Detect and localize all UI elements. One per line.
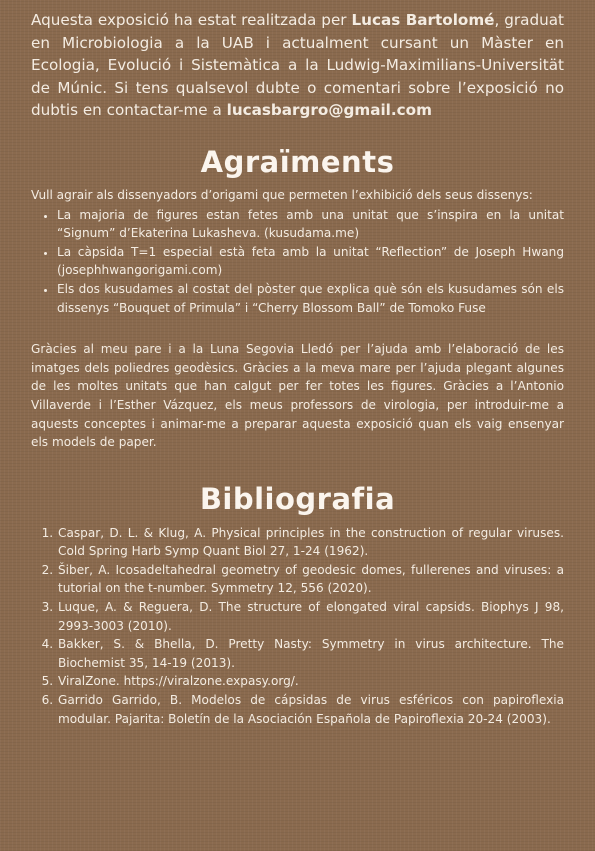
intro-text-1: Aquesta exposició ha estat realitzada per [31, 11, 352, 29]
author-name: Lucas Bartolomé [351, 11, 495, 29]
acknowledgements-heading: Agraïments [200, 144, 395, 179]
acknowledgements-list [31, 206, 564, 318]
bibliography-item: 4. Bakker, S. & Bhella, D. Pretty Nasty: Symmetry in virus architecture. The Biochemist 35, 14-19 (2013). [57, 635, 564, 672]
bibliography-item: 6. Garrido Garrido, B. Modelos de cápsidas de virus esféricos con papiroflexia modular. Pajarita: Boletín de la Asociación Española de Papiroflexia 20-24 (2003). [57, 691, 564, 728]
intro-paragraph [31, 9, 564, 122]
thanks-paragraph: Gràcies al meu pare i a la Luna Segovia Lledó per l’ajuda amb l’elaboració de les imatges dels poliedres geodèsics. Gràcies a la meva mare per l’ajuda plegant algunes de les moltes unitats que han calgut per fer totes les figures. Gràcies a l’Antonio Villaverde i l’Esther Vázquez, els meus professors de virologia, per introduir-me a aquests conceptes i animar-me a preparar aquesta exposició quan els vaig ensenyar els models de paper. [31, 342, 564, 450]
acknowledgements-lead: Vull agrair als dissenyadors d’origami que permeten l’exhibició dels seus dissenys: [31, 187, 533, 202]
bibliography-heading: Bibliografia [199, 481, 396, 516]
bibliography-item: 3. Luque, A. & Reguera, D. The structure of elongated viral capsids. Biophys J 98, 2993-3003 (2010). [57, 598, 564, 635]
acknowledgement-item: • La càpsida T=1 especial està feta amb la unitat “Reflection” de Joseph Hwang (josephhwangorigami.com) [57, 243, 564, 280]
bibliography-item: 2. Šiber, A. Icosadeltahedral geometry of geodesic domes, fullerenes and viruses: a tutorial on the t-number. Symmetry 12, 556 (2020). [57, 561, 564, 598]
contact-email-link[interactable]: lucasbargro@gmail.com [226, 101, 432, 120]
bibliography-item: 5. ViralZone. https://viralzone.expasy.org/. [57, 672, 564, 691]
poster-page [0, 9, 595, 851]
bibliography-item: 1. Caspar, D. L. & Klug, A. Physical principles in the construction of regular viruses. Cold Spring Harb Symp Quant Biol 27, 1-24 (1962). [57, 524, 564, 561]
bibliography-list [31, 524, 564, 729]
acknowledgement-item: • Els dos kusudames al costat del pòster que explica què són els kusudames són els dissenys “Bouquet of Primula” i “Cherry Blossom Ball” de Tomoko Fuse [57, 280, 564, 317]
intro-text-2: , graduat en Microbiologia a la UAB i actualment cursant un Màster en Ecologia, Evolució i Sistemàtica a la Ludwig-Maximilians-Universität de Múnic. Si tens qualsevol dubte o comentari sobre l’exposició no dubtis en contactar-me a [31, 11, 564, 120]
acknowledgement-item: • La majoria de figures estan fetes amb una unitat que s’inspira en la unitat “Signum” d’Ekaterina Lukasheva. (kusudama.me) [57, 206, 564, 243]
